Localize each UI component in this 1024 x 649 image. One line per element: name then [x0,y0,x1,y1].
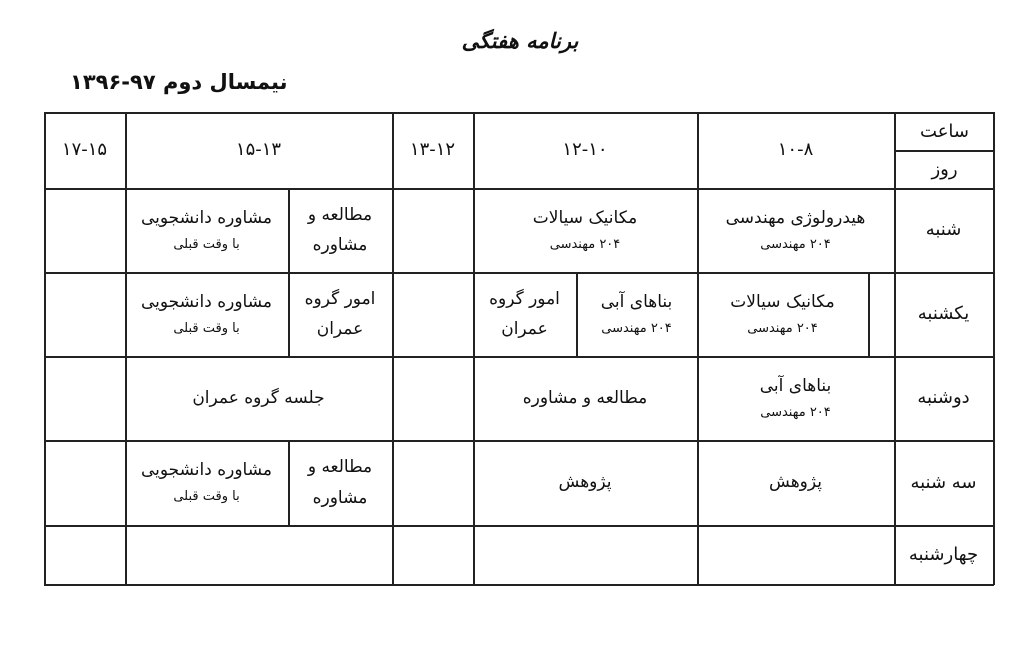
day-wednesday: چهارشنبه [908,543,979,565]
cell-text: امور گروه [489,288,560,309]
cell-text: جلسه گروه عمران [192,387,325,408]
cell-text-2: عمران [316,319,364,339]
cell-sun-13a [288,272,392,356]
slot-13-15: ۱۵-۱۳ [235,139,282,161]
cell-mon-13 [125,356,392,440]
cell-room: ۲۰۴ مهندسی [760,404,831,420]
slot-8-10: ۱۰-۸ [777,139,814,161]
slot-12-13: ۱۳-۱۲ [409,139,456,161]
slot-10-12: ۱۲-۱۰ [562,139,608,161]
cell-note: با وقت قبلی [173,320,240,336]
cell-sat-13b [125,188,288,272]
cell-room: ۲۰۴ مهندسی [549,236,621,252]
cell-mon-10 [473,356,697,440]
cell-text: مطالعه و [307,204,373,225]
cell-tue-8 [697,440,894,525]
cell-text: مکانیک سیالات [730,291,835,312]
cell-text: پژوهش [769,472,822,493]
cell-sat-10 [473,188,697,272]
cell-text-2: مشاوره [312,487,368,508]
cell-note: با وقت قبلی [173,236,240,252]
cell-text: پژوهش [558,472,612,493]
cell-text: مطالعه و مشاوره [522,387,648,408]
day-monday: دوشنبه [917,387,970,409]
day-label: روز [931,159,958,181]
cell-sun-8 [697,272,868,356]
cell-sun-10a [576,272,697,356]
cell-sat-8 [697,188,894,272]
cell-room: ۲۰۴ مهندسی [747,320,818,336]
cell-tue-13a [288,440,392,525]
day-sunday: یکشنبه [917,303,970,325]
cell-sun-13b [125,272,288,356]
day-tuesday: سه شنبه [910,471,977,493]
cell-text: امور گروه [304,288,376,309]
cell-sat-13a [288,188,392,272]
cell-room: ۲۰۴ مهندسی [601,320,672,336]
cell-room: ۲۰۴ مهندسی [760,236,831,252]
cell-tue-13b [125,440,288,525]
cell-text: مشاوره دانشجویی [140,460,273,480]
cell-text: مشاوره دانشجویی [140,207,273,228]
cell-text-2: عمران [501,319,548,339]
cell-text: بناهای آبی [600,291,673,312]
cell-sun-10b [473,272,576,356]
cell-text: مطالعه و [307,457,373,478]
page-title: برنامه هفتگی [461,28,579,53]
cell-text: مکانیک سیالات [532,207,638,228]
day-saturday: شنبه [925,219,962,241]
cell-mon-8 [697,356,894,440]
cell-text: مشاوره دانشجویی [140,291,273,312]
semester-label: نیمسال دوم ۹۷-۱۳۹۶ [70,70,288,94]
cell-text: هیدرولوژی مهندسی [725,207,866,228]
cell-tue-10 [473,440,697,525]
cell-note: با وقت قبلی [173,489,240,505]
hour-label: ساعت [920,121,969,143]
cell-text-2: مشاوره [312,235,368,255]
slot-15-17: ۱۷-۱۵ [61,139,108,161]
cell-text: بناهای آبی [759,375,832,396]
